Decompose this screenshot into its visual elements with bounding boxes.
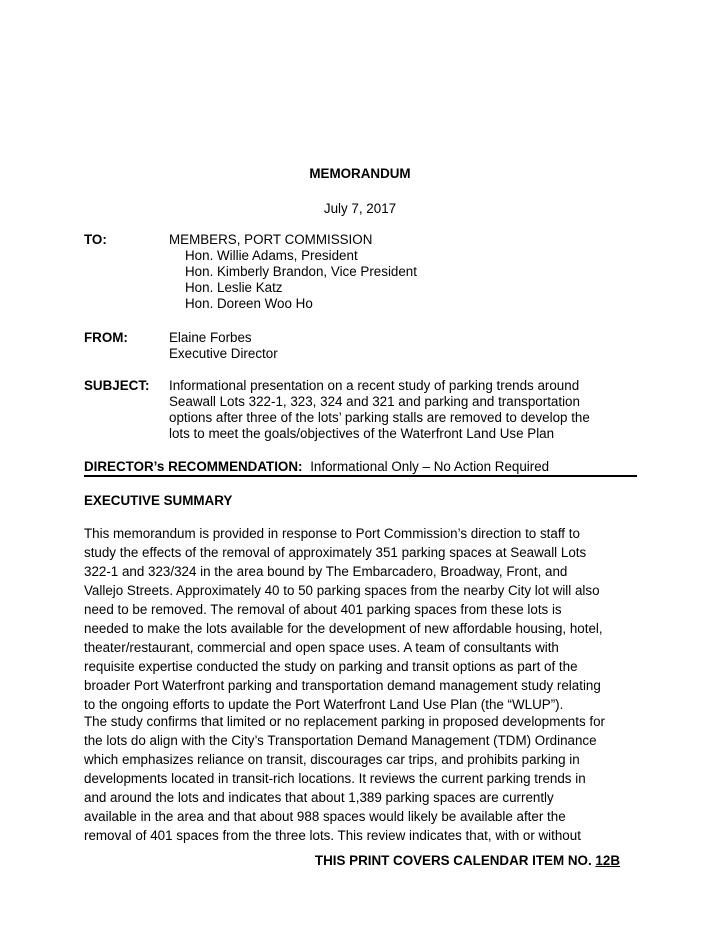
from-name: Elaine Forbes [169, 330, 252, 345]
paragraph-line: This memorandum is provided in response to Port Commission’s direction to staff to [84, 526, 580, 541]
paragraph-line: available in the area and that about 988 spaces would likely be available after the [84, 809, 566, 824]
executive-summary-paragraph-1 [84, 524, 644, 714]
paragraph-line: theater/restaurant, commercial and open space uses. A team of consultants with [84, 640, 559, 655]
subject-line: options after three of the lots’ parking stalls are removed to develop the [169, 410, 590, 425]
subject-line: Informational presentation on a recent study of parking trends around [169, 378, 580, 393]
paragraph-line: which emphasizes reliance on transit, discourages car trips, and prohibits parking in [84, 752, 580, 767]
paragraph-line: study the effects of the removal of approximately 351 parking spaces at Seawall Lots [84, 545, 587, 560]
executive-summary-heading: EXECUTIVE SUMMARY [84, 493, 233, 508]
memo-date: July 7, 2017 [323, 201, 397, 216]
paragraph-line: to the ongoing efforts to update the Port Waterfront Land Use Plan (the “WLUP”). [84, 697, 564, 712]
paragraph-line: needed to make the lots available for the development of new affordable housing, hotel, [84, 621, 603, 636]
to-label: TO: [84, 232, 107, 247]
subject-label: SUBJECT: [84, 378, 150, 393]
calendar-item-number: 12B [595, 853, 620, 868]
section-divider [84, 475, 637, 477]
recommendation-row [84, 459, 549, 475]
to-recipient: Hon. Leslie Katz [185, 280, 283, 295]
paragraph-line: 322-1 and 323/324 in the area bound by The Embarcadero, Broadway, Front, and [84, 564, 568, 579]
to-recipient: Hon. Willie Adams, President [185, 248, 358, 263]
from-title: Executive Director [169, 346, 278, 361]
paragraph-line: removal of 401 spaces from the three lots. This review indicates that, with or without [84, 828, 581, 843]
paragraph-line: Vallejo Streets. Approximately 40 to 50 parking spaces from the nearby City lot will also [84, 583, 600, 598]
recommendation-value: Informational Only – No Action Required [310, 459, 550, 474]
paragraph-line: The study confirms that limited or no replacement parking in proposed developments for [84, 714, 606, 729]
memo-title: MEMORANDUM [309, 166, 411, 181]
paragraph-line: requisite expertise conducted the study on parking and transit options as part of the [84, 659, 578, 674]
calendar-footer [315, 853, 620, 869]
to-recipient: Hon. Doreen Woo Ho [185, 296, 313, 311]
subject-line: lots to meet the goals/objectives of the Waterfront Land Use Plan [169, 426, 555, 441]
paragraph-line: and around the lots and indicates that about 1,389 parking spaces are currently [84, 790, 554, 805]
from-label: FROM: [84, 330, 128, 345]
paragraph-line: the lots do align with the City’s Transportation Demand Management (TDM) Ordinance [84, 733, 597, 748]
recommendation-label: DIRECTOR’s RECOMMENDATION: [84, 459, 303, 474]
paragraph-line: developments located in transit-rich locations. It reviews the current parking trends in [84, 771, 586, 786]
to-recipient: Hon. Kimberly Brandon, Vice President [185, 264, 417, 279]
executive-summary-paragraph-2 [84, 712, 644, 845]
footer-text: THIS PRINT COVERS CALENDAR ITEM NO. [314, 853, 592, 868]
paragraph-line: broader Port Waterfront parking and transportation demand management study relating [84, 678, 601, 693]
paragraph-line: need to be removed. The removal of about 401 parking spaces from these lots is [84, 602, 562, 617]
to-recipient-group: MEMBERS, PORT COMMISSION [169, 232, 373, 247]
subject-line: Seawall Lots 322-1, 323, 324 and 321 and parking and transportation [169, 394, 580, 409]
